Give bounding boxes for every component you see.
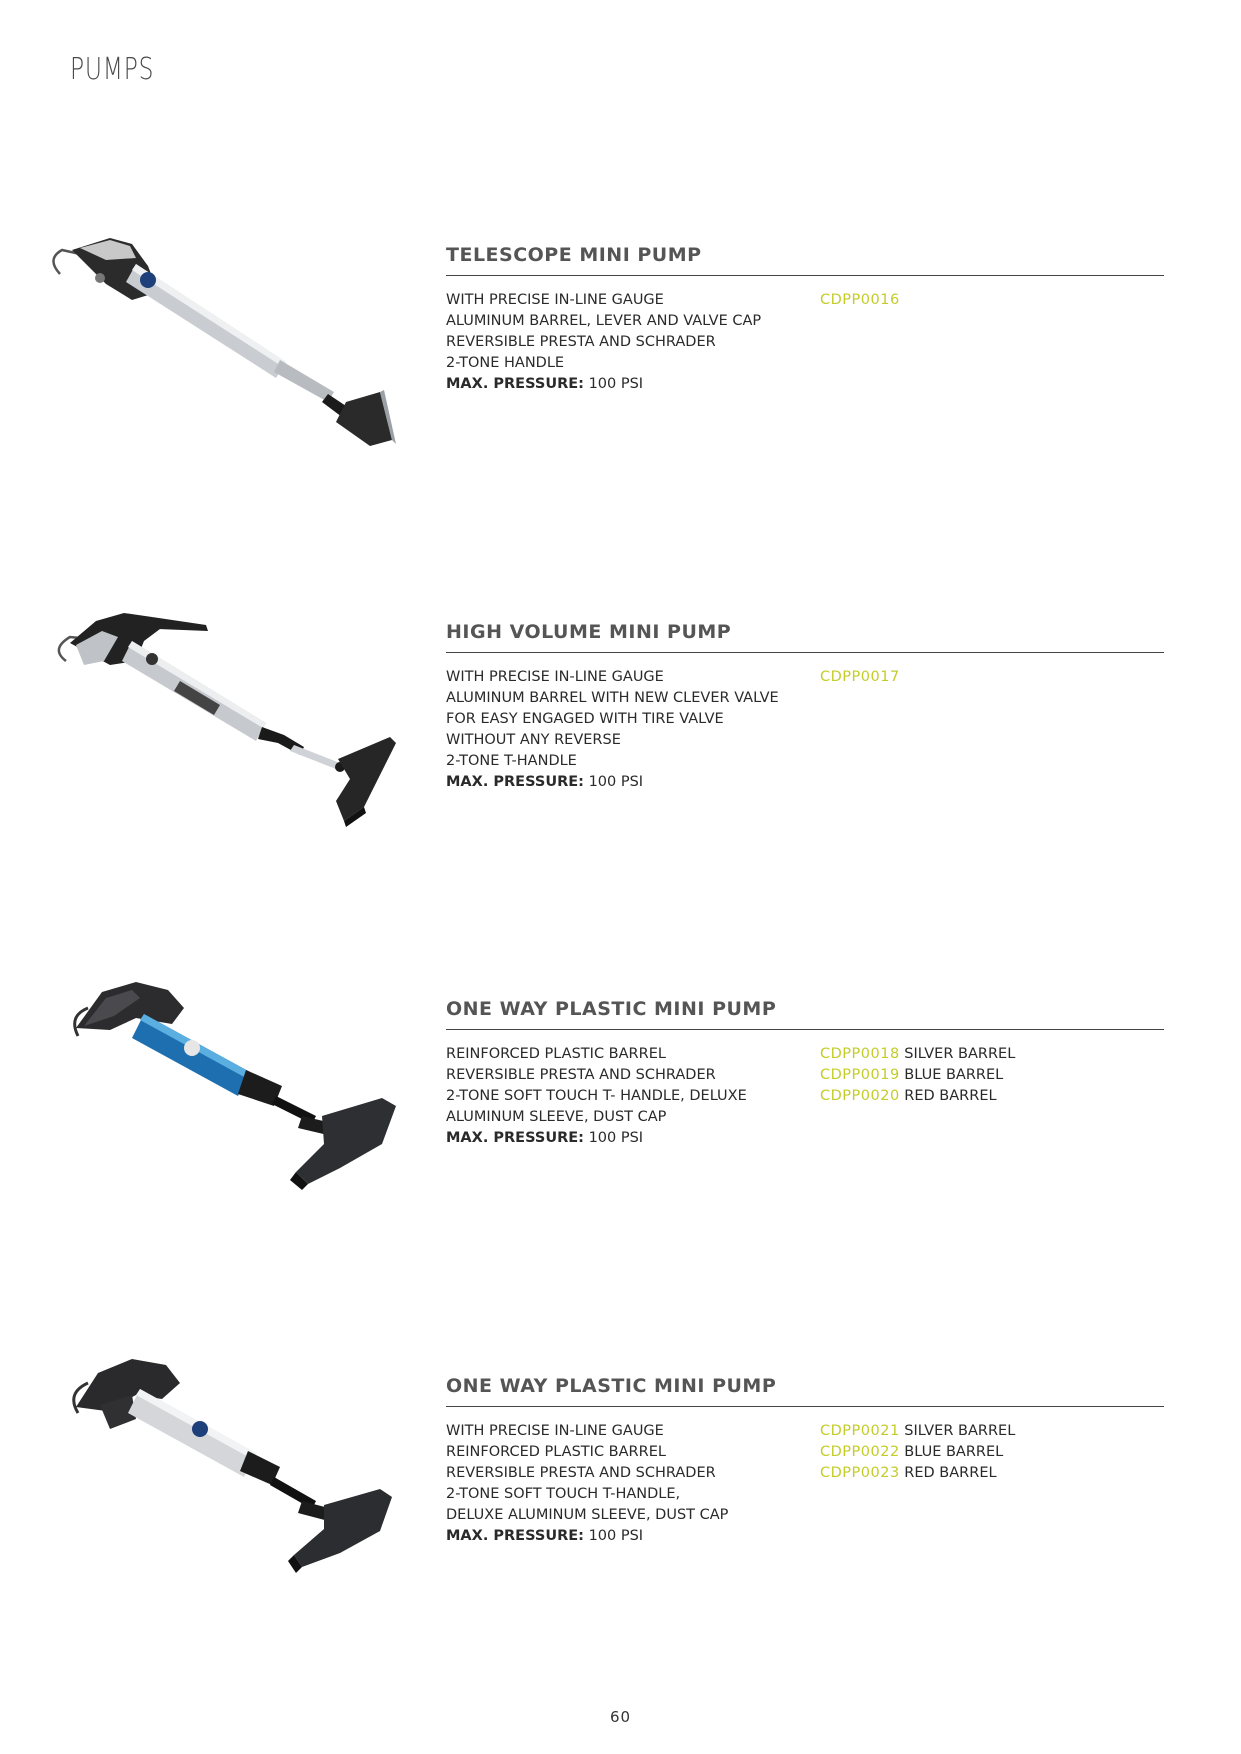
feature-list: [446, 290, 806, 395]
code-variant: RED BARREL: [904, 1465, 997, 1481]
product-code: CDPP0017: [820, 669, 900, 685]
product-code: CDPP0016: [820, 292, 900, 308]
feature-item: 2-TONE SOFT TOUCH T- HANDLE, DELUXE: [446, 1088, 747, 1104]
product-codes: [820, 667, 900, 688]
product-code: CDPP0023: [820, 1465, 900, 1481]
feature-item: 2-TONE HANDLE: [446, 355, 565, 371]
pressure-value: 100 PSI: [588, 376, 644, 392]
feature-item: REVERSIBLE PRESTA AND SCHRADER: [446, 1067, 716, 1083]
pressure-value: 100 PSI: [588, 1130, 644, 1146]
max-pressure: [446, 374, 806, 395]
code-row: [820, 1044, 1015, 1065]
pressure-value: 100 PSI: [588, 1528, 644, 1544]
one-way-plastic-mini-pump-blue-image: [40, 968, 410, 1228]
title-divider: [446, 1406, 1164, 1407]
product-high-volume-mini-pump: [0, 621, 1241, 951]
feature-item: 2-TONE SOFT TOUCH T-HANDLE,: [446, 1486, 681, 1502]
product-code: CDPP0020: [820, 1088, 900, 1104]
feature-list: [446, 1044, 806, 1149]
feature-item: WITH PRECISE IN-LINE GAUGE: [446, 1423, 664, 1439]
max-pressure: [446, 1128, 806, 1149]
telescope-mini-pump-image: [40, 214, 410, 474]
code-row: [820, 1463, 1015, 1484]
product-title: ONE WAY PLASTIC MINI PUMP: [446, 998, 777, 1020]
pressure-label: MAX. PRESSURE:: [446, 1130, 584, 1146]
product-code: CDPP0021: [820, 1423, 900, 1439]
product-code: CDPP0018: [820, 1046, 900, 1062]
product-one-way-plastic-mini-pump-gauge: [0, 1375, 1241, 1705]
code-variant: RED BARREL: [904, 1088, 997, 1104]
code-row: [820, 1086, 1015, 1107]
code-variant: BLUE BARREL: [904, 1444, 1004, 1460]
feature-item: 2-TONE T-HANDLE: [446, 753, 577, 769]
pressure-label: MAX. PRESSURE:: [446, 1528, 584, 1544]
title-divider: [446, 1029, 1164, 1030]
page-number: 60: [609, 1708, 632, 1726]
feature-item: WITH PRECISE IN-LINE GAUGE: [446, 669, 664, 685]
product-code: CDPP0019: [820, 1067, 900, 1083]
product-title: ONE WAY PLASTIC MINI PUMP: [446, 1375, 777, 1397]
feature-item: FOR EASY ENGAGED WITH TIRE VALVE: [446, 711, 724, 727]
product-code: CDPP0022: [820, 1444, 900, 1460]
code-variant: SILVER BARREL: [904, 1423, 1016, 1439]
product-title: HIGH VOLUME MINI PUMP: [446, 621, 732, 643]
code-row: [820, 1421, 1015, 1442]
feature-item: REINFORCED PLASTIC BARREL: [446, 1046, 666, 1062]
feature-item: ALUMINUM SLEEVE, DUST CAP: [446, 1109, 667, 1125]
pressure-label: MAX. PRESSURE:: [446, 376, 584, 392]
max-pressure: [446, 772, 806, 793]
code-variant: BLUE BARREL: [904, 1067, 1004, 1083]
pressure-label: MAX. PRESSURE:: [446, 774, 584, 790]
max-pressure: [446, 1526, 806, 1547]
feature-item: REVERSIBLE PRESTA AND SCHRADER: [446, 1465, 716, 1481]
feature-item: ALUMINUM BARREL WITH NEW CLEVER VALVE: [446, 690, 779, 706]
feature-item: DELUXE ALUMINUM SLEEVE, DUST CAP: [446, 1507, 729, 1523]
feature-item: ALUMINUM BARREL, LEVER AND VALVE CAP: [446, 313, 762, 329]
pressure-value: 100 PSI: [588, 774, 644, 790]
feature-item: REINFORCED PLASTIC BARREL: [446, 1444, 666, 1460]
code-row: [820, 667, 900, 688]
product-codes: [820, 1421, 1015, 1484]
product-codes: [820, 290, 900, 311]
title-divider: [446, 275, 1164, 276]
product-telescope-mini-pump: [0, 244, 1241, 574]
feature-item: WITH PRECISE IN-LINE GAUGE: [446, 292, 664, 308]
code-row: [820, 1442, 1015, 1463]
code-row: [820, 1065, 1015, 1086]
title-divider: [446, 652, 1164, 653]
high-volume-mini-pump-image: [40, 591, 410, 851]
feature-list: [446, 1421, 806, 1547]
product-codes: [820, 1044, 1015, 1107]
feature-item: WITHOUT ANY REVERSE: [446, 732, 621, 748]
code-variant: SILVER BARREL: [904, 1046, 1016, 1062]
product-one-way-plastic-mini-pump-blue: [0, 998, 1241, 1328]
one-way-plastic-mini-pump-gauge-image: [40, 1345, 410, 1605]
feature-item: REVERSIBLE PRESTA AND SCHRADER: [446, 334, 716, 350]
page-title: PUMPS: [70, 52, 155, 87]
product-title: TELESCOPE MINI PUMP: [446, 244, 702, 266]
code-row: [820, 290, 900, 311]
feature-list: [446, 667, 806, 793]
